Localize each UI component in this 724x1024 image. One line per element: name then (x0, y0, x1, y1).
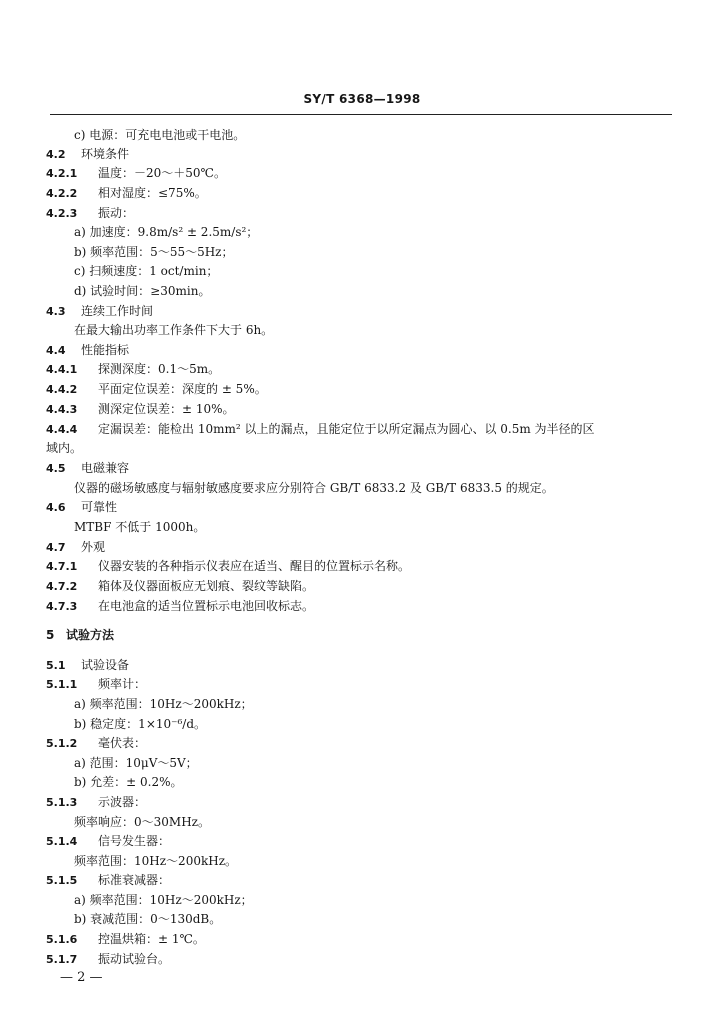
body-line: MTBF 不低于 1000h。 (74, 520, 206, 534)
list-item: b) 衰减范围：0～130dB。 (74, 912, 222, 926)
section-number: 5 (46, 628, 55, 642)
list-item: a) 频率范围：10Hz～200kHz； (74, 697, 253, 711)
clause-line (46, 303, 153, 320)
clause-text: 相对湿度：≤75%。 (98, 186, 207, 200)
clause-text: 毫伏表： (98, 736, 147, 750)
clause-line (46, 676, 146, 693)
clause-number: 4.4.4 (46, 423, 78, 436)
list-item: a) 加速度：9.8m/s² ± 2.5m/s²； (74, 225, 259, 239)
clause-line (46, 558, 410, 575)
clause-text: 仪器安装的各种指示仪表应在适当、醒目的位置标示名称。 (98, 559, 411, 573)
clause-number: 4.4.1 (46, 363, 78, 376)
header-rule (50, 114, 672, 115)
list-item: c) 扫频速度：1 oct/min； (74, 264, 219, 278)
clause-text: 标准衰减器： (98, 873, 171, 887)
clause-text: 示波器： (98, 795, 147, 809)
clause-line (46, 598, 314, 615)
clause-number: 5.1.1 (46, 678, 78, 691)
clause-line (46, 460, 129, 477)
clause-text: 探测深度：0.1～5m。 (98, 362, 221, 376)
clause-text: 信号发生器： (98, 834, 171, 848)
section-heading (46, 627, 114, 643)
clause-line (46, 361, 220, 378)
body-line: 仪器的磁场敏感度与辐射敏感度要求应分别符合 GB/T 6833.2 及 GB/T 6833.5 的规定。 (74, 481, 554, 495)
body-line: 频率响应：0～30MHz。 (74, 815, 210, 829)
clause-text: 电磁兼容 (81, 461, 130, 475)
clause-line (46, 539, 105, 556)
list-item: a) 频率范围：10Hz～200kHz； (74, 893, 253, 907)
clause-number: 4.7.2 (46, 580, 78, 593)
list-item: b) 稳定度：1×10⁻⁶/d。 (74, 717, 207, 731)
clause-number: 4.2.3 (46, 207, 78, 220)
clause-line (46, 165, 226, 182)
clause-line (46, 833, 170, 850)
clause-text: 可靠性 (81, 500, 118, 514)
list-item: d) 试验时间：≥30min。 (74, 284, 211, 298)
clause-number: 4.6 (46, 501, 66, 514)
clause-text: 箱体及仪器面板应无划痕、裂纹等缺陷。 (98, 579, 315, 593)
clause-number: 5.1.2 (46, 737, 78, 750)
body-line: 在最大输出功率工作条件下大于 6h。 (74, 323, 274, 337)
clause-text: 定漏误差：能检出 10mm² 以上的漏点，且能定位于以所定漏点为圆心、以 0.5m 为半径的区 (98, 422, 595, 436)
clause-line (46, 401, 235, 418)
body-line: 域内。 (46, 441, 83, 455)
clause-line (46, 735, 146, 752)
clause-text: 控温烘箱：± 1℃。 (98, 932, 205, 946)
list-item: b) 允差：± 0.2%。 (74, 775, 183, 789)
clause-number: 4.5 (46, 462, 66, 475)
clause-number: 5.1 (46, 659, 66, 672)
clause-number: 4.2.1 (46, 167, 78, 180)
body-line: 频率范围：10Hz～200kHz。 (74, 854, 238, 868)
clause-line (46, 578, 314, 595)
header-title: SY/T 6368—1998 (303, 92, 421, 106)
clause-line (46, 421, 666, 438)
clause-text: 环境条件 (81, 147, 130, 161)
clause-number: 5.1.5 (46, 874, 78, 887)
page-number: — 2 — (60, 970, 103, 985)
clause-number: 4.4 (46, 344, 66, 357)
clause-line (46, 951, 170, 968)
clause-number: 4.2.2 (46, 187, 78, 200)
clause-line (46, 794, 146, 811)
clause-number: 4.3 (46, 305, 66, 318)
clause-line (46, 872, 170, 889)
clause-text: 测深定位误差：± 10%。 (98, 402, 235, 416)
clause-number: 5.1.4 (46, 835, 78, 848)
clause-number: 4.7 (46, 541, 66, 554)
list-item: b) 频率范围：5～55～5Hz； (74, 245, 234, 259)
clause-line (46, 381, 267, 398)
clause-text: 频率计： (98, 677, 147, 691)
clause-number: 4.2 (46, 148, 66, 161)
clause-number: 5.1.7 (46, 953, 78, 966)
clause-line (46, 342, 129, 359)
clause-text: 温度：－20～＋50℃。 (98, 166, 226, 180)
clause-text: 性能指标 (81, 343, 130, 357)
clause-line (46, 931, 205, 948)
body-line: c) 电源：可充电电池或干电池。 (74, 128, 246, 142)
clause-line (46, 185, 207, 202)
clause-number: 4.4.3 (46, 403, 78, 416)
clause-text: 连续工作时间 (81, 304, 154, 318)
clause-text: 在电池盒的适当位置标示电池回收标志。 (98, 599, 315, 613)
clause-number: 4.7.3 (46, 600, 78, 613)
clause-line (46, 146, 129, 163)
clause-text: 平面定位误差：深度的 ± 5%。 (98, 382, 267, 396)
clause-number: 4.7.1 (46, 560, 78, 573)
clause-text: 外观 (81, 540, 106, 554)
clause-line (46, 205, 134, 222)
clause-number: 4.4.2 (46, 383, 78, 396)
list-item: a) 范围：10μV～5V； (74, 756, 198, 770)
clause-text: 振动试验台。 (98, 952, 171, 966)
clause-text: 试验设备 (81, 658, 130, 672)
clause-number: 5.1.3 (46, 796, 78, 809)
clause-text: 振动： (98, 206, 135, 220)
clause-number: 5.1.6 (46, 933, 78, 946)
clause-line (46, 499, 117, 516)
clause-line (46, 657, 129, 674)
section-title: 试验方法 (66, 628, 115, 642)
